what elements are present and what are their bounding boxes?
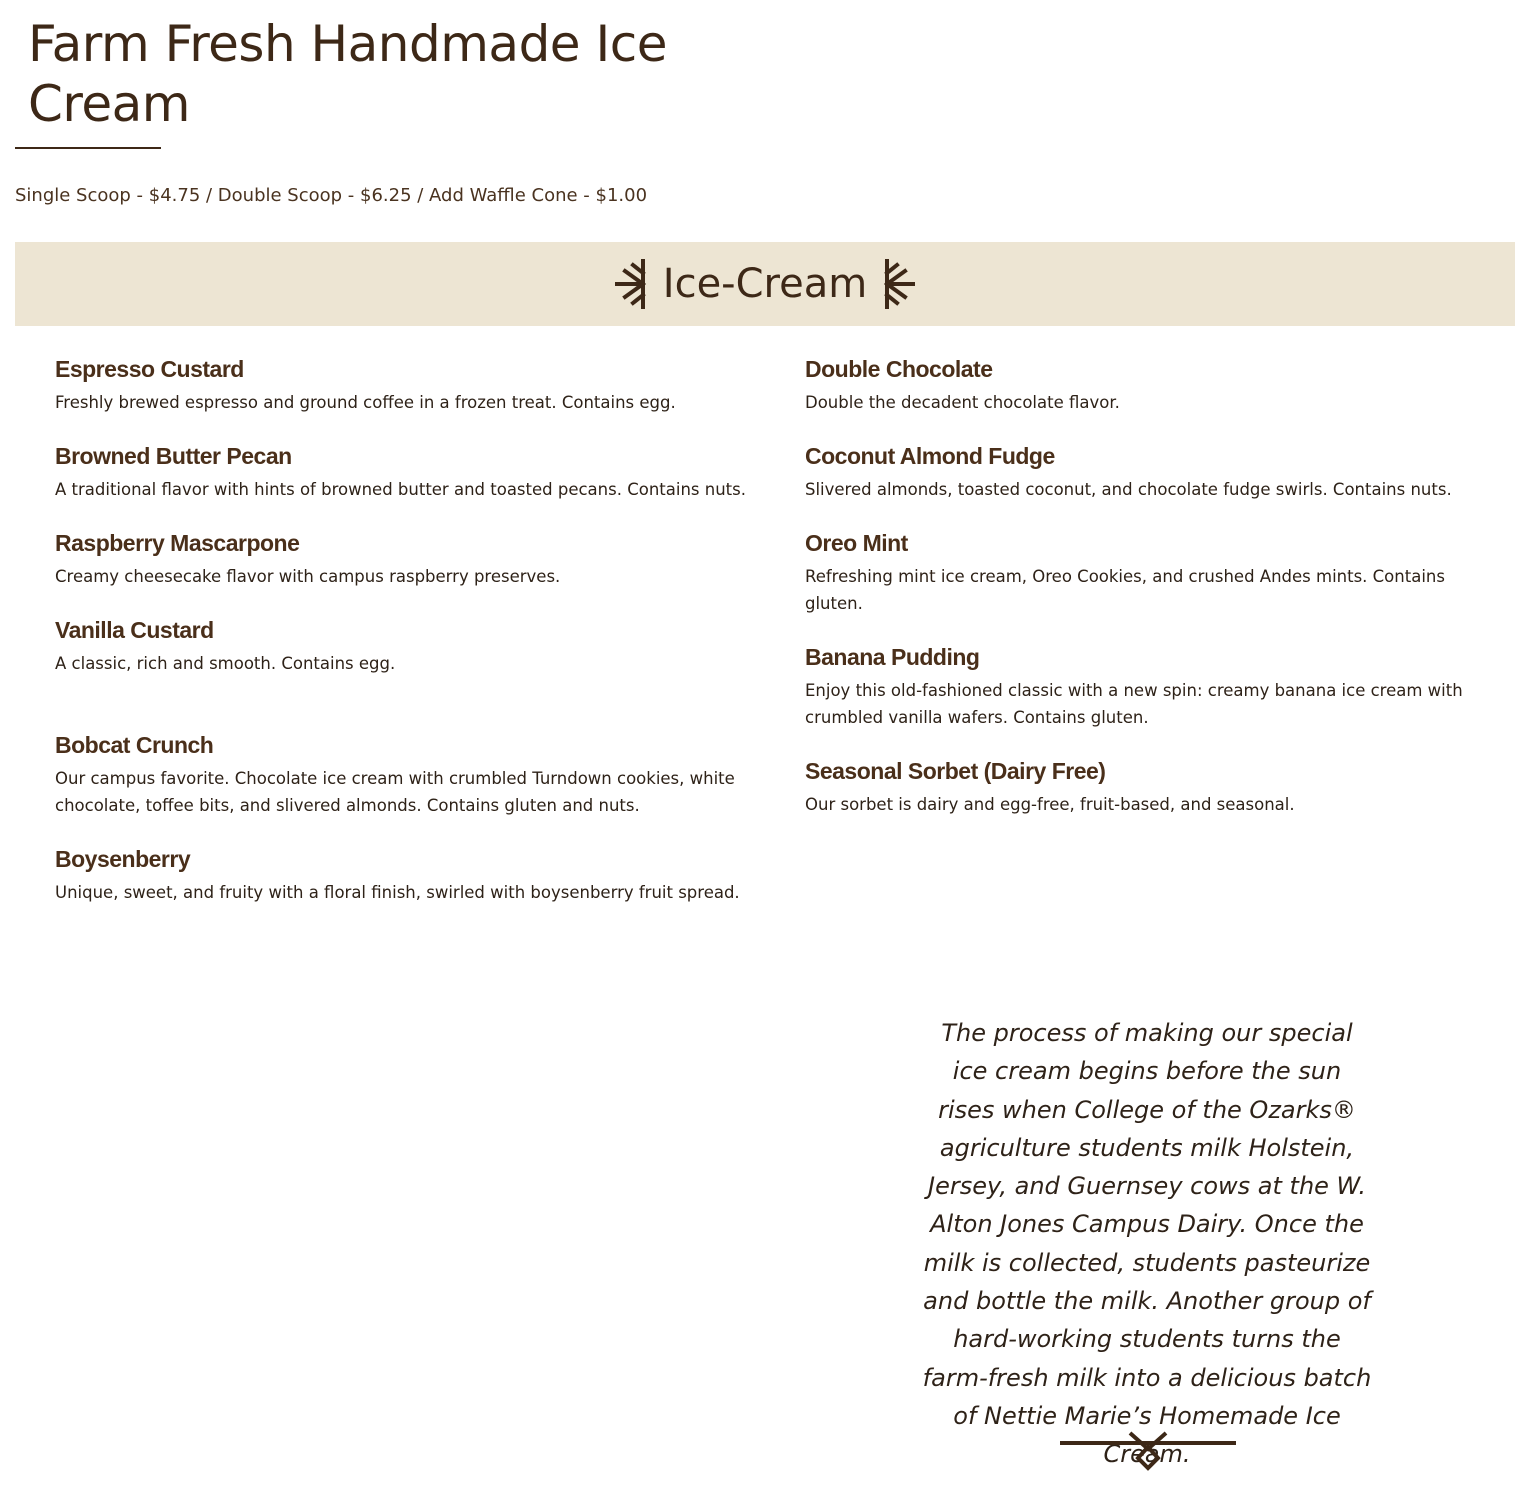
menu-item-description: Refreshing mint ice cream, Oreo Cookies, and crushed Andes mints. Contains gluten. <box>805 567 1445 613</box>
menu-column-left <box>55 355 755 932</box>
menu-item-description: Double the decadent chocolate flavor. <box>805 393 1120 412</box>
menu-item-description: Slivered almonds, toasted coconut, and chocolate fudge swirls. Contains nuts. <box>805 480 1452 499</box>
pricing-text: Single Scoop - $4.75 / Double Scoop - $6.25 / Add Waffle Cone - $1.00 <box>15 185 648 206</box>
menu-item-description: Our campus favorite. Chocolate ice cream with crumbled Turndown cookies, white chocolate, toffee bits, and slivered almonds. Contains gluten and nuts. <box>55 769 735 815</box>
menu-item <box>55 731 755 819</box>
menu-item-description: Freshly brewed espresso and ground coffee in a frozen treat. Contains egg. <box>55 393 676 412</box>
menu-item-name: Banana Pudding <box>805 644 980 670</box>
menu-item-name: Seasonal Sorbet (Dairy Free) <box>805 758 1106 784</box>
title-underline <box>15 147 161 149</box>
menu-item-name: Double Chocolate <box>805 356 993 382</box>
menu-item <box>805 529 1495 617</box>
snowflake-half-icon <box>615 259 647 309</box>
section-title: Ice-Cream <box>662 261 868 307</box>
menu-item-name: Oreo Mint <box>805 530 908 556</box>
menu-item-description: A classic, rich and smooth. Contains egg. <box>55 654 396 673</box>
menu-item-name: Bobcat Crunch <box>55 732 214 758</box>
menu-item-description: A traditional flavor with hints of browned butter and toasted pecans. Contains nuts. <box>55 480 746 499</box>
menu-item <box>55 845 755 906</box>
menu-column-right <box>805 355 1495 844</box>
menu-item <box>55 355 755 416</box>
menu-item-name: Browned Butter Pecan <box>55 443 292 469</box>
menu-item <box>55 442 755 503</box>
menu-item-name: Boysenberry <box>55 846 191 872</box>
snowflake-half-icon <box>883 259 915 309</box>
menu-item-name: Coconut Almond Fudge <box>805 443 1055 469</box>
menu-item-name: Vanilla Custard <box>55 617 214 643</box>
dairy-story-text: The process of making our special ice cream begins before the sun rises when College of the Ozarks® agriculture students milk Holstein, Jersey, and Guernsey cows at the W. Alton Jones Campus Dairy. Once the milk is collected, students pasteurize and bottle the milk. Another group of hard-working students turns the farm-fresh milk into a delicious batch of Nettie Marie’s Homemade Ice Cream. <box>922 1019 1372 1469</box>
menu-item <box>55 529 755 590</box>
menu-item <box>805 442 1495 503</box>
menu-item <box>805 643 1495 731</box>
section-banner <box>15 242 1515 326</box>
menu-item-description: Enjoy this old-fashioned classic with a new spin: creamy banana ice cream with crumbled vanilla wafers. Contains gluten. <box>805 681 1463 727</box>
menu-item <box>805 355 1495 416</box>
menu-item-name: Espresso Custard <box>55 356 244 382</box>
menu-item-description: Unique, sweet, and fruity with a floral finish, swirled with boysenberry fruit spread. <box>55 883 740 902</box>
menu-item <box>55 616 755 677</box>
divider-ornament-icon <box>1060 1425 1236 1471</box>
menu-item <box>805 757 1495 818</box>
page-title: Farm Fresh Handmade Ice Cream <box>28 15 667 133</box>
menu-item-name: Raspberry Mascarpone <box>55 530 300 556</box>
menu-item-description: Our sorbet is dairy and egg-free, fruit-based, and seasonal. <box>805 795 1295 814</box>
menu-item-description: Creamy cheesecake flavor with campus raspberry preserves. <box>55 567 561 586</box>
